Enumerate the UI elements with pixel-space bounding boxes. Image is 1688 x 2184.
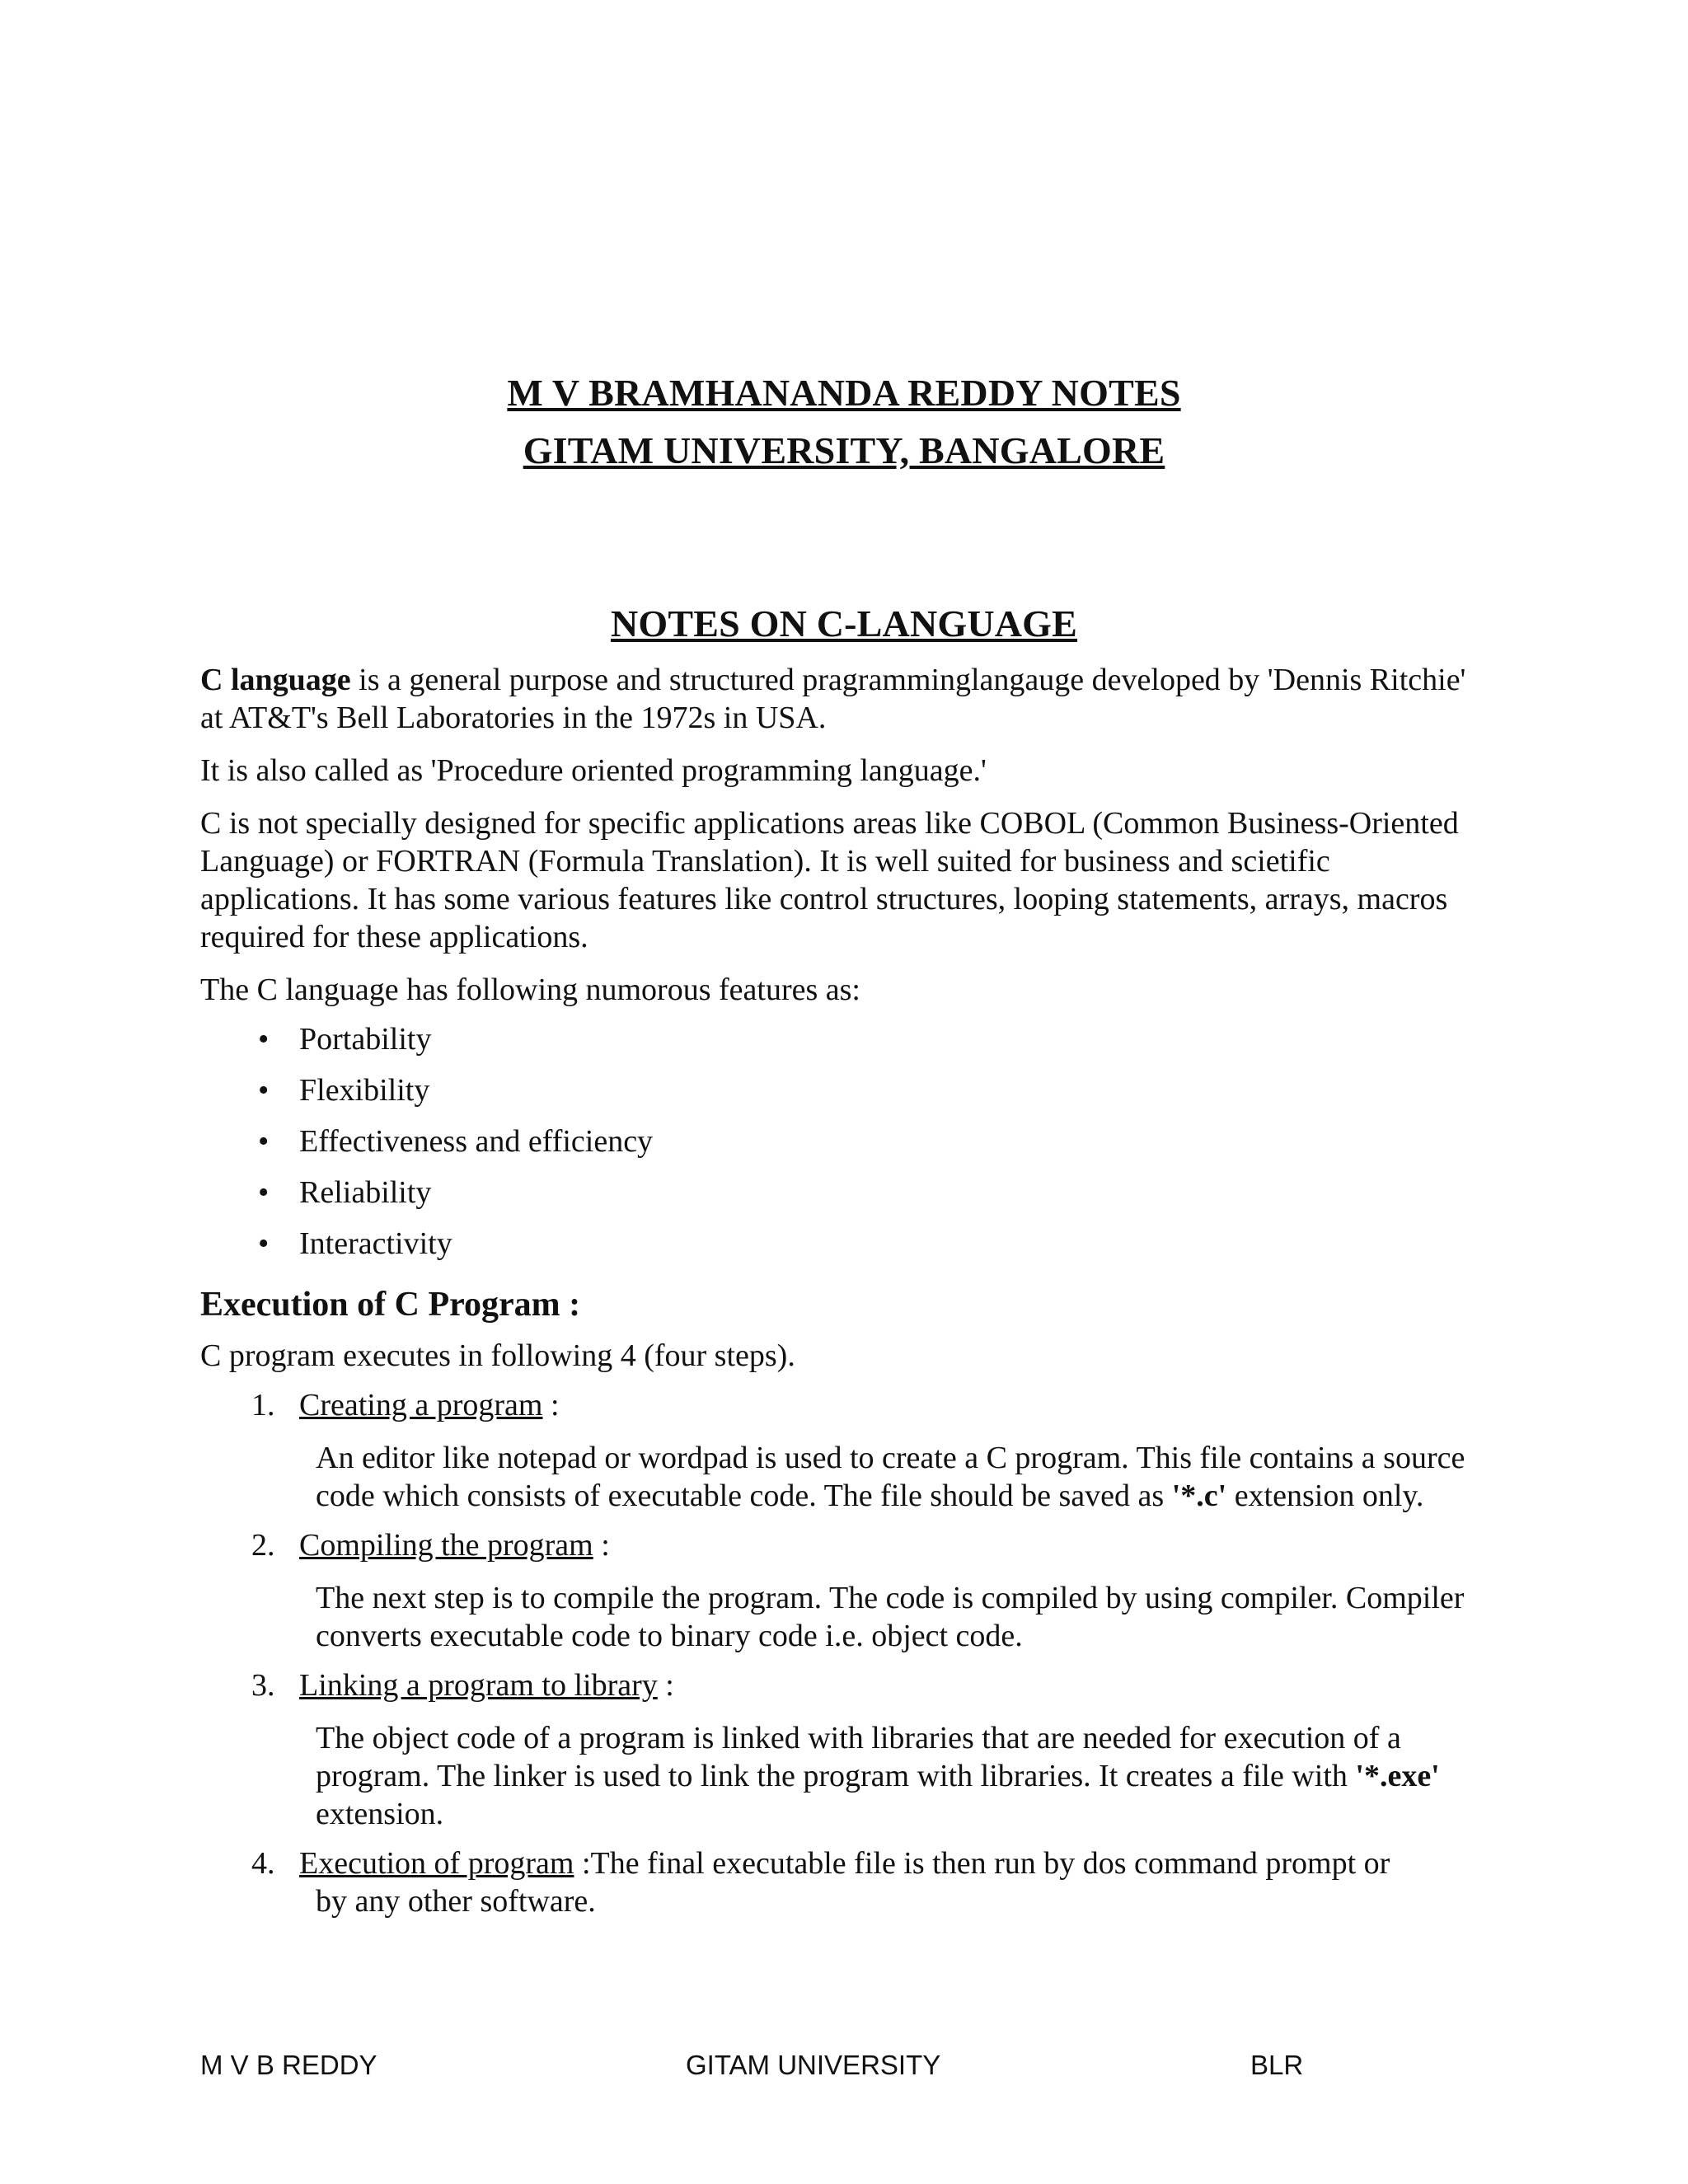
step-number: 1. — [251, 1388, 275, 1422]
intro-paragraph-4: The C language has following numorous features as: — [200, 972, 860, 1007]
intro-paragraph-1-text: is a general purpose and structured pragramminglangauge developed by 'Dennis Ritchie' at AT&T's Bell Laboratories in the 1972s in USA. — [200, 663, 1466, 735]
author-heading: M V BRAMHANANDA REDDY NOTES — [507, 372, 1181, 414]
execution-lead: C program executes in following 4 (four steps). — [200, 1338, 795, 1373]
step-description-continued: by any other software. — [316, 1884, 596, 1919]
document-body — [200, 661, 1486, 1932]
footer-author: M V B REDDY — [200, 2050, 377, 2080]
bullet-icon: • — [258, 1073, 270, 1108]
list-item: • Effectiveness and efficiency — [258, 1124, 654, 1159]
step-description: The object code of a program is linked with libraries that are needed for execution of a program. The linker is used to link the program with libraries. It creates a file with '*.exe' extension. — [316, 1721, 1440, 1831]
step-title: Creating a program — [299, 1388, 543, 1422]
step-item: 2. Compiling the program : The next step is to compile the program. The code is compiled by using compiler. Compiler converts executable code to binary code i.e. object code. — [258, 1526, 1486, 1655]
list-item: • Interactivity — [258, 1226, 452, 1261]
step-title: Compiling the program — [299, 1528, 593, 1563]
list-item: • Portability — [258, 1022, 432, 1057]
execution-steps — [200, 1386, 1486, 1920]
step-number: 4. — [251, 1846, 275, 1881]
step-number: 2. — [251, 1528, 275, 1563]
execution-heading: Execution of C Program : — [200, 1286, 581, 1324]
footer-location: BLR — [1250, 2050, 1304, 2080]
step-title: Linking a program to library — [299, 1668, 658, 1703]
bullet-icon: • — [258, 1022, 270, 1057]
document-title: NOTES ON C-LANGUAGE — [610, 602, 1078, 644]
intro-paragraph-1 — [200, 661, 1486, 737]
step-item: 3. Linking a program to library : The object code of a program is linked with libraries that are needed for execution of a program. The linker is used to link the program with libraries. It creates a file with '*.exe' extension. — [258, 1666, 1486, 1833]
university-heading: GITAM UNIVERSITY, BANGALORE — [523, 429, 1165, 471]
feature-list — [200, 1020, 1486, 1276]
step-description: :The final executable file is then run by dos command prompt or — [574, 1846, 1390, 1881]
bullet-icon: • — [258, 1226, 270, 1261]
step-item — [251, 1844, 1486, 1920]
list-item: • Reliability — [258, 1175, 432, 1210]
intro-paragraph-3: C is not specially designed for specific applications areas like COBOL (Common Business-Oriented Language) or FORTRAN (Formula Translation). It is well suited for business and scietific applications. It has some various features like control structures, looping statements, arrays, macros required for these applications. — [200, 806, 1459, 954]
list-item: • Flexibility — [258, 1073, 430, 1108]
step-item: 1. Creating a program : An editor like notepad or wordpad is used to create a C program. This file contains a source code which consists of executable code. The file should be saved as '*.c' extension only. — [258, 1386, 1486, 1515]
intro-paragraph-2: It is also called as 'Procedure oriented programming language.' — [200, 753, 987, 788]
footer-university: GITAM UNIVERSITY — [686, 2050, 941, 2080]
step-description: The next step is to compile the program. The code is compiled by using compiler. Compiler converts executable code to binary code i.e. object code. — [316, 1581, 1465, 1653]
step-description: An editor like notepad or wordpad is used to create a C program. This file contains a source code which consists of executable code. The file should be saved as '*.c' extension only. — [316, 1441, 1465, 1513]
step-number: 3. — [251, 1668, 275, 1703]
step-title: Execution of program — [299, 1846, 574, 1881]
bullet-icon: • — [258, 1175, 270, 1210]
bullet-icon: • — [258, 1124, 270, 1159]
term-c-language: C language — [200, 663, 351, 697]
